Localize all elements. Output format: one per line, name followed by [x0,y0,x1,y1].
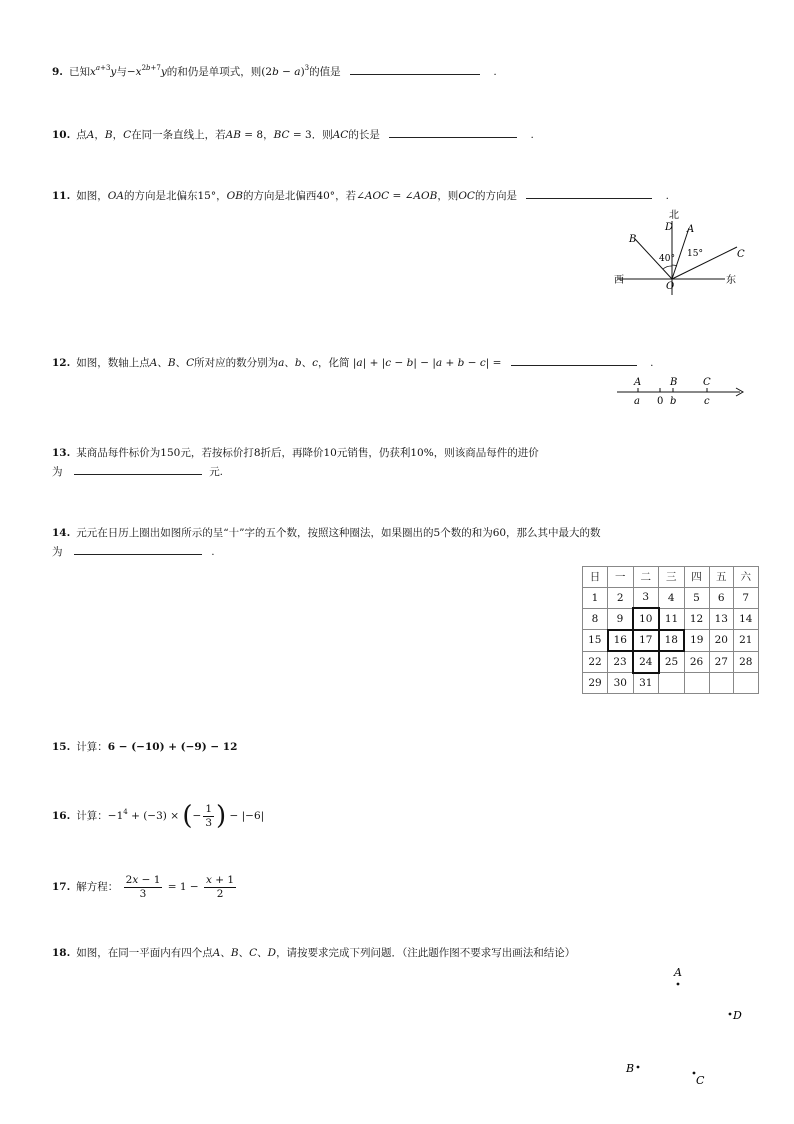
question-9: 9. 已知$x^{a+3}y$与$-x^{2b+7}y$的和仍是单项式，则$(2b - a)^3$的值是 . [52,64,497,78]
question-15: 15. 计算：6 − (−10) + (−9) − 12 [52,741,238,753]
calendar-cell: 20 [709,630,734,652]
label-O: O [666,281,675,292]
calendar-cell-circled: 17 [633,630,659,652]
q9-text-c: 的和仍是单项式，则 [166,66,262,78]
calendar-table [582,566,759,694]
calendar-cell [709,673,734,694]
calendar-cell: 5 [684,587,709,608]
point-B-label: B [626,1062,635,1075]
point-C [693,1072,696,1075]
angle-15-label: 15° [687,249,703,259]
calendar-cell: 4 [659,587,685,608]
calendar-row [583,587,759,608]
point-A [677,983,680,986]
calendar-cell: 3 [633,587,659,608]
question-10: 10. 点A，B，C在同一条直线上，若AB = 8，BC = 3．则AC的长是 . [52,129,534,141]
question-14: 14. 元元在日历上圈出如图所示的呈“十”字的五个数，按照这种圈法，如果圈出的5个数的和为60，那么其中最大的数 [52,527,601,539]
point-B-label: B [670,377,678,388]
calendar-cell: 27 [709,651,734,673]
calendar-row [583,608,759,630]
q9-number: 9. [52,66,63,78]
question-17: 17. 解方程： $\frac{2x - 1}{3}$ = 1 − $\frac{x + 1}{2}$ [52,873,235,900]
q14-number: 14. [52,527,71,539]
question-11: 11. 如图，OA的方向是北偏东15°，OB的方向是北偏西40°，若∠AOC = ∠AOB，则OC的方向是 . [52,190,669,202]
calendar-cell: 7 [734,587,759,608]
calendar-cell-circled: 24 [633,651,659,673]
value-a-label: a [634,396,640,407]
calendar-row [583,651,759,673]
weekday-header: 六 [734,567,759,588]
compass-figure [605,205,755,297]
q13-answer-blank[interactable] [74,464,202,475]
calendar-row [583,630,759,652]
q15-number: 15. [52,741,71,753]
four-points-figure [618,962,748,1092]
number-line-figure [612,372,752,408]
calendar-cell: 15 [583,630,608,652]
label-D: D [665,222,674,233]
calendar-cell: 2 [608,587,634,608]
point-C-label: C [703,377,711,388]
value-b-label: b [670,396,677,407]
label-B: B [629,234,637,245]
label-C: C [737,249,745,260]
q12-number: 12. [52,357,71,369]
question-13-line2: 为 元. [52,466,224,478]
calendar-cell-circled: 10 [633,608,659,630]
calendar-cell: 14 [734,608,759,630]
calendar-header-row [583,567,759,588]
zero-label: 0 [657,396,664,407]
calendar-cell: 31 [633,673,659,694]
q10-answer-blank[interactable] [389,127,517,138]
calendar-cell: 6 [709,587,734,608]
calendar-cell: 29 [583,673,608,694]
q9-text-d: 的值是 [309,66,341,78]
q9-text-a: 已知 [68,66,90,78]
angle-arc-40 [663,266,672,269]
weekday-header: 二 [633,567,659,588]
point-A-label: A [674,966,682,979]
point-B [637,1066,640,1069]
calendar-cell: 9 [608,608,634,630]
question-13: 13. 某商品每件标价为150元，若按标价打8折后，再降价10元销售，仍获利10%，则该商品每件的进价 [52,447,539,459]
calendar-cell [659,673,685,694]
q9-text-b: 与 [116,66,127,78]
value-c-label: c [704,396,710,407]
calendar-cell: 30 [608,673,634,694]
weekday-header: 三 [659,567,685,588]
q13-number: 13. [52,447,71,459]
weekday-header: 日 [583,567,608,588]
calendar-cell: 25 [659,651,685,673]
north-label: 北 [669,210,679,221]
calendar-cell [734,673,759,694]
calendar-cell: 19 [684,630,709,652]
q9-answer-blank[interactable] [350,64,480,75]
question-16: 16. 计算：$-1^4 + (-3)$ × (− $\frac{1}{3}$ ) − |−6| [52,801,265,831]
calendar-cell: 1 [583,587,608,608]
calendar-row [583,673,759,694]
point-A-label: A [634,377,642,388]
question-14-line2: 为 . [52,546,215,558]
calendar-cell: 28 [734,651,759,673]
calendar-cell: 12 [684,608,709,630]
q17-number: 17. [52,881,71,893]
label-A: A [687,224,695,235]
point-D [729,1013,732,1016]
question-12: 12. 如图，数轴上点A、B、C所对应的数分别为a、b、c，化简 |a| + |c − b| − |a + b − c| = . [52,357,654,369]
q10-number: 10. [52,129,71,141]
west-label: 西 [614,275,624,286]
q14-answer-blank[interactable] [74,544,202,555]
east-label: 东 [726,275,736,286]
weekday-header: 一 [608,567,634,588]
point-D-label: D [733,1009,742,1022]
calendar-cell: 21 [734,630,759,652]
calendar-cell: 13 [709,608,734,630]
q11-number: 11. [52,190,71,202]
calendar-cell: 26 [684,651,709,673]
calendar-cell: 8 [583,608,608,630]
calendar-cell: 23 [608,651,634,673]
question-18: 18. 如图，在同一平面内有四个点A、B、C、D，请按要求完成下列问题．（注此题作图不要求写出画法和结论） [52,947,576,959]
angle-40-label: 40° [659,254,675,264]
calendar-cell: 11 [659,608,685,630]
q12-answer-blank[interactable] [511,355,637,366]
point-C-label: C [696,1074,705,1087]
calendar-cell-circled: 18 [659,630,685,652]
calendar-cell [684,673,709,694]
calendar-cell-circled: 16 [608,630,634,652]
weekday-header: 五 [709,567,734,588]
calendar-cell: 22 [583,651,608,673]
q11-answer-blank[interactable] [526,188,652,199]
q18-number: 18. [52,947,71,959]
weekday-header: 四 [684,567,709,588]
q16-number: 16. [52,810,71,822]
